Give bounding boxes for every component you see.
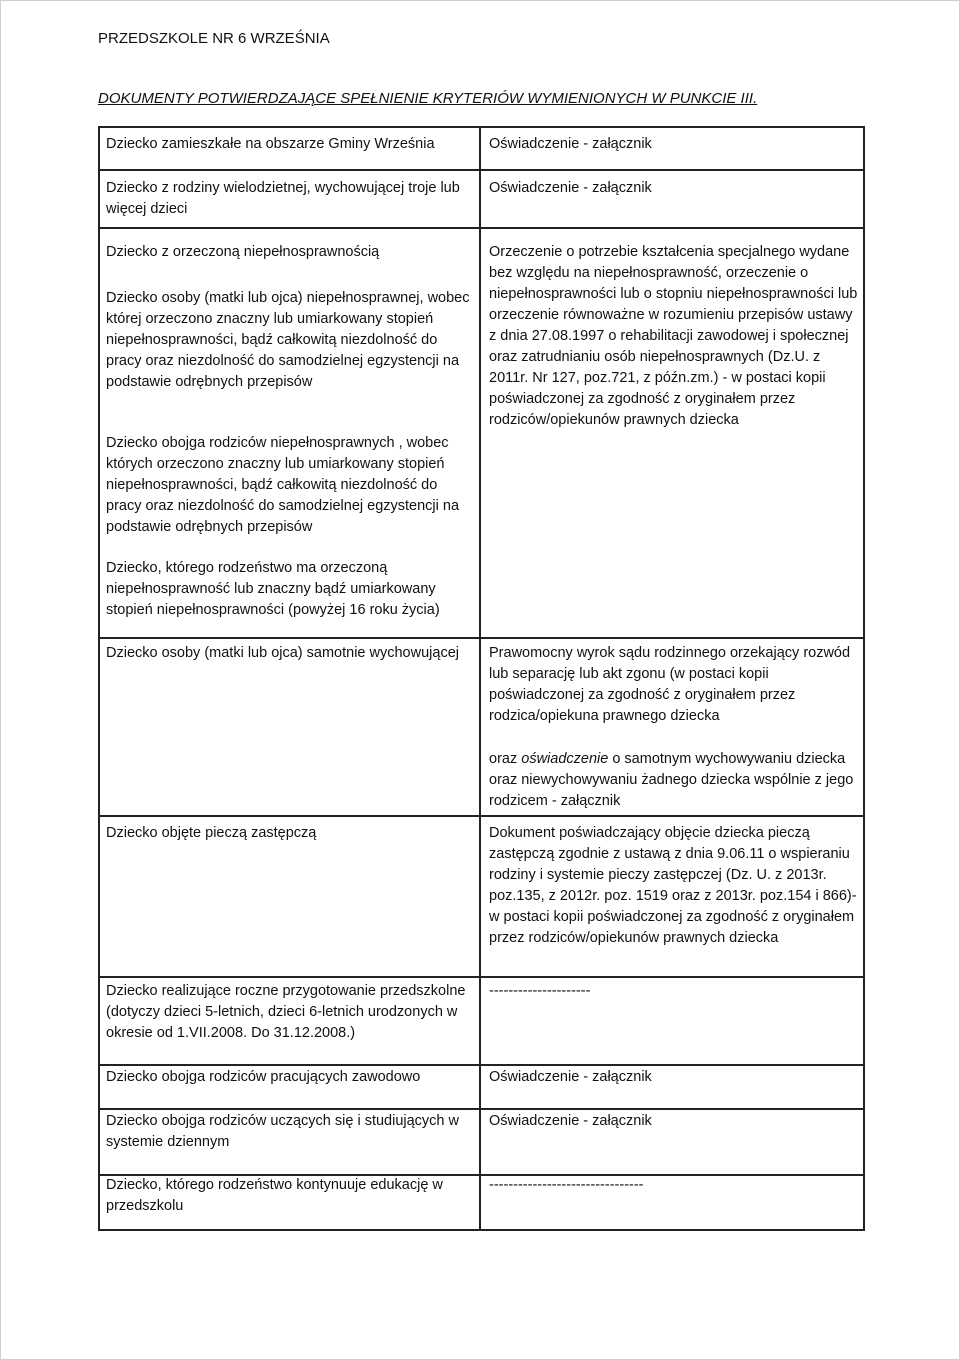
- row-divider: [100, 637, 863, 639]
- document-residence: Oświadczenie - załącznik: [489, 136, 652, 152]
- row-divider: [100, 1064, 863, 1066]
- document-court-ruling: Prawomocny wyrok sądu rodzinnego orzekający rozwód lub separację lub akt zgonu (w postaci kopii poświadczonej za zgodność z oryginałem przez rodzica/opiekuna prawnego dziecka: [489, 645, 851, 724]
- row-divider: [100, 976, 863, 978]
- school-header: PRZEDSZKOLE NR 6 WRZEŚNIA: [98, 30, 330, 47]
- criterion-parent-disability: Dziecko osoby (matki lub ojca) niepełnosprawnej, wobec której orzeczono znaczny lub umiarkowany stopień niepełnosprawności, bądź całkowitą niezdolność do pracy oraz niezdolność do samodzielnej egzystencji na podstawie odrębnych przepisów: [106, 290, 470, 390]
- criterion-single-parent: Dziecko osoby (matki lub ojca) samotnie wychowującej: [106, 645, 459, 661]
- criterion-foster-care: Dziecko objęte pieczą zastępczą: [106, 825, 317, 841]
- document-preschool-preparation: ---------------------: [489, 983, 591, 999]
- criterion-working-parents: Dziecko obojga rodziców pracujących zawodowo: [106, 1069, 421, 1085]
- document-single-parent-statement: [489, 749, 859, 812]
- criterion-sibling-continues: Dziecko, którego rodzeństwo kontynuuje edukację w przedszkolu: [106, 1177, 443, 1214]
- statement-italic: oświadczenie: [521, 751, 609, 767]
- criterion-large-family: Dziecko z rodziny wielodzietnej, wychowującej troje lub więcej dzieci: [106, 180, 460, 217]
- statement-prefix: oraz: [489, 751, 522, 767]
- document-large-family: Oświadczenie - załącznik: [489, 180, 652, 196]
- criterion-child-disability: Dziecko z orzeczoną niepełnosprawnością: [106, 244, 380, 260]
- document-foster-care: Dokument poświadczający objęcie dziecka pieczą zastępczą zgodnie z ustawą z dnia 9.06.11 o wspieraniu rodziny i systemie pieczy zastępczej (Dz. U. z 2013r. poz.135, z 2012r. poz. 1519 oraz z 2013r. poz.154 i 866)- w postaci kopii poświadczonej za zgodność z oryginałem przez rodziców/opiekunów prawnych dziecka: [489, 825, 857, 946]
- criterion-sibling-disability: Dziecko, którego rodzeństwo ma orzeczoną niepełnosprawność lub znaczny bądź umiarkowany stopień niepełnosprawności (powyżej 16 roku życia): [106, 560, 440, 618]
- criterion-both-parents-disability: Dziecko obojga rodziców niepełnosprawnych , wobec których orzeczono znaczny lub umiarkowany stopień niepełnosprawności, bądź całkowitą niezdolność do pracy oraz niezdolność do samodzielnej egzystencji na podstawie odrębnych przepisów: [106, 435, 460, 535]
- document-disability: Orzeczenie o potrzebie kształcenia specjalnego wydane bez względu na niepełnosprawność, orzeczenie o niepełnosprawności lub o stopniu niepełnosprawności lub orzeczenie równoważne w rozumieniu przepisów ustawy z dnia 27.08.1997 o rehabilitacji zawodowej i społecznej oraz zatrudnianiu osób niepełnosprawnych (Dz.U. z 2011r. Nr 127, poz.721, z późn.zm.) - w postaci kopii poświadczonej za zgodność z oryginałem przez rodziców/opiekunów prawnych dziecka: [489, 244, 858, 428]
- row-divider: [100, 1108, 863, 1110]
- document-sibling-continues: --------------------------------: [489, 1177, 644, 1193]
- criterion-preschool-preparation: Dziecko realizujące roczne przygotowanie przedszkolne (dotyczy dzieci 5-letnich, dzieci 6-letnich urodzonych w okresie od 1.VII.2008. Do 31.12.2008.): [106, 983, 466, 1041]
- row-divider: [100, 227, 863, 229]
- document-working-parents: Oświadczenie - załącznik: [489, 1069, 652, 1085]
- criterion-residence: Dziecko zamieszkałe na obszarze Gminy Września: [106, 136, 435, 152]
- row-divider: [100, 169, 863, 171]
- document-studying-parents: Oświadczenie - załącznik: [489, 1113, 652, 1129]
- document-title: DOKUMENTY POTWIERDZAJĄCE SPEŁNIENIE KRYTERIÓW WYMIENIONYCH W PUNKCIE III.: [98, 90, 758, 107]
- row-divider: [100, 815, 863, 817]
- statement-rest: o samotnym wychowywaniu dziecka oraz niewychowywaniu żadnego dziecka wspólnie z jego rodzicem - załącznik: [489, 751, 854, 809]
- criteria-table: [98, 126, 865, 1231]
- criterion-studying-parents: Dziecko obojga rodziców uczących się i studiujących w systemie dziennym: [106, 1113, 459, 1150]
